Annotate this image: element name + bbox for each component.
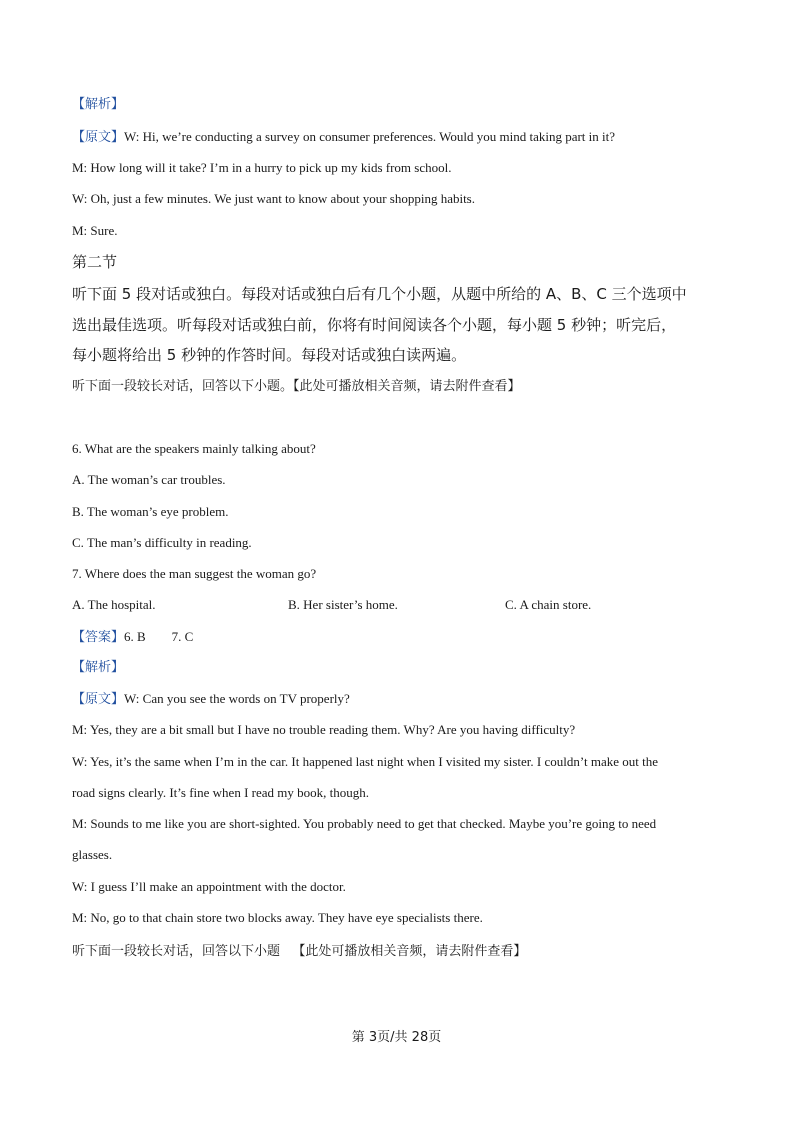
transcript-line: 【原文】W: Can you see the words on TV properly?: [72, 691, 350, 707]
transcript-line: W: Oh, just a few minutes. We just want to know about your shopping habits.: [72, 191, 475, 206]
question-7-option-a: A. The hospital.: [72, 597, 156, 612]
section-title: 第二节: [72, 253, 118, 271]
transcript-line: road signs clearly. It’s fine when I read my book, though.: [72, 785, 370, 800]
transcript-line: 【原文】W: Hi, we’re conducting a survey on consumer preferences. Would you mind taking part in it?: [72, 129, 616, 145]
transcript-label: 【原文】: [72, 130, 125, 145]
question-6-option-c: C. The man’s difficulty in reading.: [72, 535, 252, 550]
question-6-option-a: A. The woman’s car troubles.: [72, 472, 226, 487]
transcript-line: M: How long will it take? I’m in a hurry to pick up my kids from school.: [72, 160, 452, 175]
transcript-line: M: Sounds to me like you are short-sighted. You probably need to get that checked. Maybe you’re going to need: [72, 816, 657, 831]
transcript-line: M: No, go to that chain store two blocks away. They have eye specialists there.: [72, 910, 483, 925]
question-7-option-b: B. Her sister’s home.: [288, 597, 398, 612]
analysis-label: 【解析】: [72, 97, 125, 112]
transcript-label: 【原文】: [72, 692, 125, 707]
page-number: 第 3页/共 28页: [351, 1030, 442, 1045]
listen-instruction: 听下面一段较长对话，回答以下小题 【此处可播放相关音频，请去附件查看】: [72, 944, 527, 959]
answer-line: [72, 628, 733, 647]
transcript-line: M: Yes, they are a bit small but I have no trouble reading them. Why? Are you having difficulty?: [72, 722, 576, 737]
question-6-option-b: B. The woman’s eye problem.: [72, 504, 229, 519]
instruction-line: 选出最佳选项。听每段对话或独白前，你将有时间阅读各个小题，每小题 5 秒钟；听完后，: [72, 316, 677, 334]
transcript-line: M: Sure.: [72, 223, 118, 238]
transcript-line: W: I guess I’ll make an appointment with the doctor.: [72, 879, 346, 894]
answer-label: 【答案】: [72, 630, 125, 645]
instruction-line: 每小题将给出 5 秒钟的作答时间。每段对话或独白读两遍。: [72, 346, 467, 364]
transcript-line: glasses.: [72, 847, 113, 862]
question-6-stem: 6. What are the speakers mainly talking about?: [72, 441, 316, 456]
question-7-option-c: C. A chain store.: [505, 597, 592, 612]
transcript-line: W: Yes, it’s the same when I’m in the car. It happened last night when I visited my sister. I couldn’t make out the: [72, 754, 658, 769]
question-7-stem: 7. Where does the man suggest the woman go?: [72, 566, 317, 581]
instruction-line: 听下面 5 段对话或独白。每段对话或独白后有几个小题，从题中所给的 A、B、C 三个选项中: [72, 285, 687, 303]
analysis-label: 【解析】: [72, 660, 125, 675]
listen-instruction: 听下面一段较长对话，回答以下小题。【此处可播放相关音频，请去附件查看】: [72, 379, 521, 394]
answer-value: 6. B 7. C: [124, 629, 194, 644]
question-7-options: [72, 596, 733, 614]
